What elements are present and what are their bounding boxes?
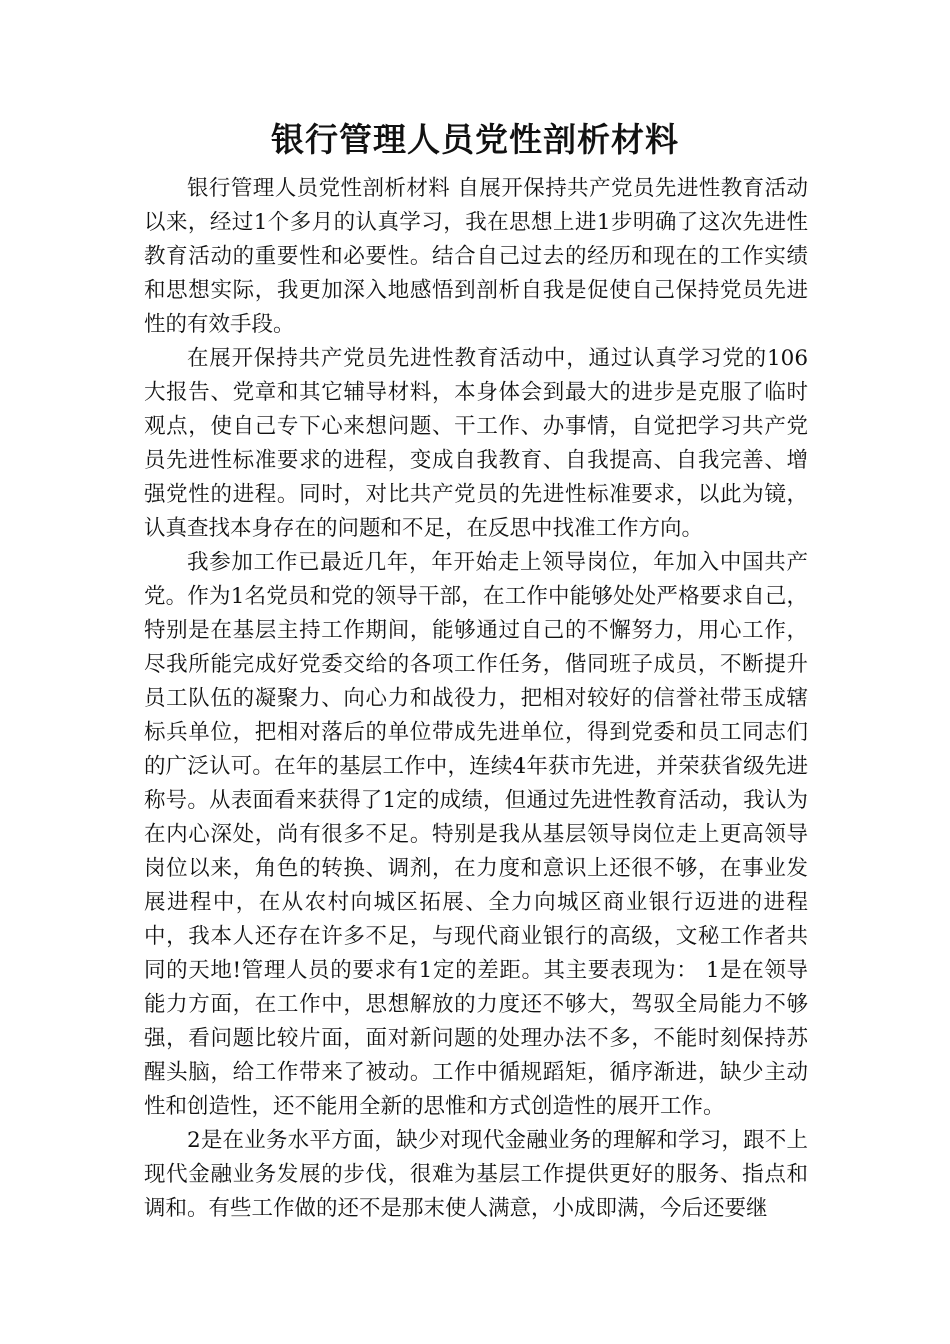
paragraph-4: 2是在业务水平方面，缺少对现代金融业务的理解和学习，跟不上现代金融业务发展的步伐，很难为基层工作提供更好的服务、指点和调和。有些工作做的还不是那末使人满意，小成即满，今后还要继 bbox=[144, 1128, 808, 1221]
paragraph-1: 银行管理人员党性剖析材料 自展开保持共产党员先进性教育活动以来，经过1个多月的认真学习，我在思想上进1步明确了这次先进性教育活动的重要性和必要性。结合自己过去的经历和现在的工作实绩和思想实际，我更加深入地感悟到剖析自我是促使自己保持党员先进性的有效手段。 bbox=[144, 176, 808, 337]
document-body bbox=[144, 172, 808, 1226]
document-title: 银行管理人员党性剖析材料 bbox=[271, 120, 679, 159]
paragraph-3: 我参加工作已最近几年，年开始走上领导岗位，年加入中国共产党。作为1名党员和党的领导干部，在工作中能够处处严格要求自己，特别是在基层主持工作期间，能够通过自己的不懈努力，用心工作，尽我所能完成好党委交给的各项工作任务，偕同班子成员，不断提升员工队伍的凝聚力、向心力和战役力，把相对较好的信誉社带玉成辖标兵单位，把相对落后的单位带成先进单位，得到党委和员工同志们的广泛认可。在年的基层工作中，连续4年获市先进，并荣获省级先进称号。从表面看来获得了1定的成绩，但通过先进性教育活动，我认为在内心深处，尚有很多不足。特别是我从基层领导岗位走上更高领导岗位以来，角色的转换、调剂，在力度和意识上还很不够，在事业发展进程中，在从农村向城区拓展、全力向城区商业银行迈进的进程中，我本人还存在许多不足，与现代商业银行的高级，文秘工作者共同的天地!管理人员的要求有1定的差距。其主要表现为： 1是在领导能力方面，在工作中，思想解放的力度还不够大，驾驭全局能力不够强，看问题比较片面，面对新问题的处理办法不多，不能时刻保持苏醒头脑，给工作带来了被动。工作中循规蹈矩，循序渐进，缺少主动性和创造性，还不能用全新的思惟和方式创造性的展开工作。 bbox=[144, 550, 808, 1119]
paragraph-2: 在展开保持共产党员先进性教育活动中，通过认真学习党的106大报告、党章和其它辅导材料，本身体会到最大的进步是克服了临时观点，使自己专下心来想问题、干工作、办事情，自觉把学习共产党员先进性标准要求的进程，变成自我教育、自我提高、自我完善、增强党性的进程。同时，对比共产党员的先进性标准要求，以此为镜，认真查找本身存在的问题和不足，在反思中找准工作方向。 bbox=[144, 346, 808, 541]
